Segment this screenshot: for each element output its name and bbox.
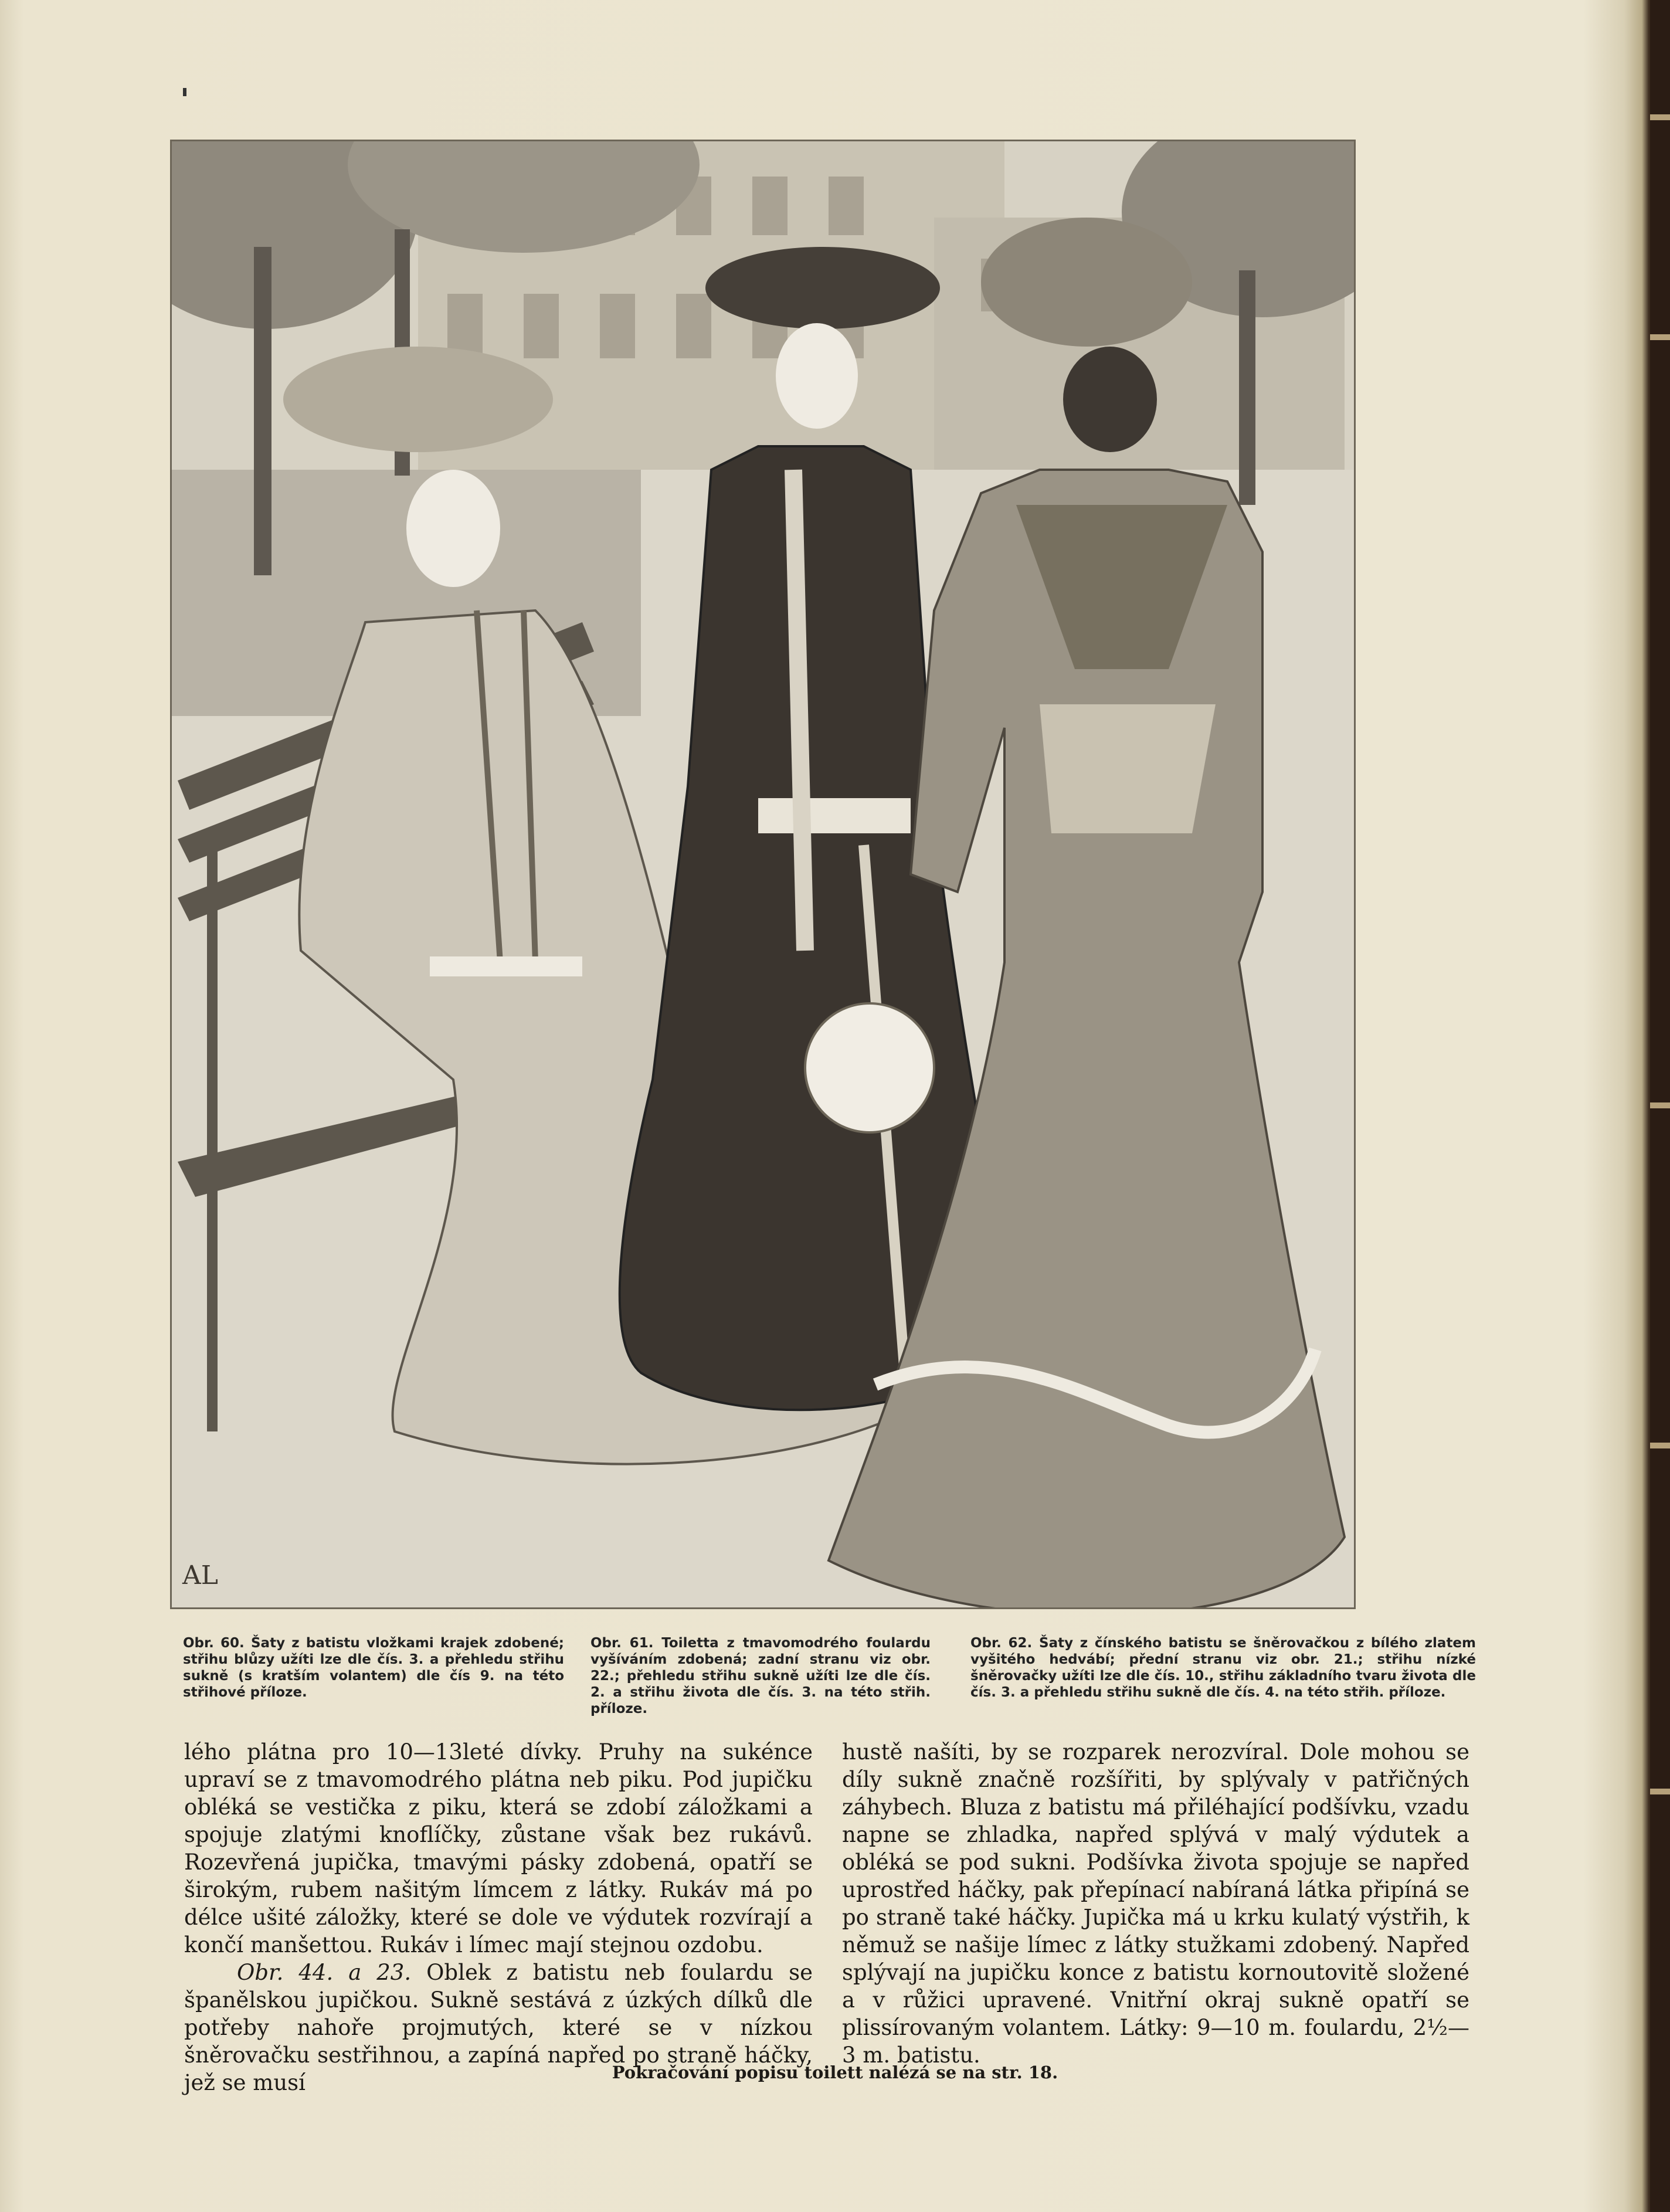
caption-obr-60: Obr. 60. Šaty z batistu vložkami krajek zdobené; střihu blůzy užíti lze dle čís. 3. a přehledu střihu sukně (s kratším volantem) dle čís 9. na této střihové příloze.	[183, 1636, 564, 1700]
edge-mark	[1650, 114, 1670, 120]
body-text-right-column	[842, 1738, 1469, 2069]
edge-mark	[1650, 1789, 1670, 1794]
page-marker	[183, 88, 186, 96]
figure-captions	[176, 1635, 1478, 1723]
figure-reference: Obr. 44. a 23.	[237, 1960, 412, 1985]
body-text-left-column	[184, 1738, 813, 2096]
caption-obr-61: Obr. 61. Toiletta z tmavomodrého foulardu vyšíváním zdobená; zadní stranu viz obr. 22.; přehledu střihu sukně užíti lze dle čís. 2. a střihu života dle čís. 3. na této střih. příloze.	[590, 1636, 931, 1716]
fashion-illustration	[170, 140, 1356, 1609]
paragraph-text: Oblek z batistu neb foulardu se španělskou jupičkou. Sukně sestává z úzkých dílků dle potřeby nahoře projmutých, které se v nízkou šněrovačku sestřihnou, a zapíná napřed po straně háčky, jež se musí	[184, 1960, 813, 2095]
binding-edge	[1650, 0, 1670, 2212]
paragraph: lého plátna pro 10—13leté dívky. Pruhy na sukénce upraví se z tmavomodrého plátna neb piku. Pod jupičku obléká se vestička z piku, která se zdobí záložkami a spojuje zlatými knoflíčky, zůstane však bez rukávů. Rozevřená jupička, tmavými pásky zdobená, opatří se širokým, rubem našitým límcem z látky. Rukáv má po délce ušité záložky, které se dole ve výdutek rozvírají a končí manšettou. Rukáv i límec mají stejnou ozdobu.	[184, 1739, 813, 1957]
continuation-note: Pokračování popisu toilett nalézá se na str. 18.	[612, 2062, 1058, 2082]
edge-mark	[1650, 334, 1670, 340]
artist-monogram: AL	[182, 1560, 218, 1590]
caption-obr-62: Obr. 62. Šaty z čínského batistu se šněrovačkou z bílého zlatem vyšitého hedvábí; přední stranu viz obr. 21.; střihu nízké šněrovačky užíti lze dle čís. 10., střihu základního tvaru života dle čís. 3. a přehledu střihu sukně dle čís. 4. na této střih. příloze.	[970, 1636, 1476, 1700]
edge-mark	[1650, 1443, 1670, 1448]
paragraph: hustě našíti, by se rozparek nerozvíral. Dole mohou se díly sukně značně rozšířiti, by splývaly v patřičných záhybech. Bluza z batistu má přiléhající podšívku, vzadu napne se zhladka, napřed splývá v malý výdutek a obléká se pod sukni. Podšívka života spojuje se napřed uprostřed háčky, pak přepínací nabíraná látka připíná se po straně také háčky. Jupička má u krku kulatý výstřih, k němuž se našije límec z látky stužkami zdobený. Napřed splývají na jupičku konce z batistu kornoutovitě složené a v růžici upravené. Vnitřní okraj sukně opatří se plissírovaným volantem. Látky: 9—10 m. foulardu, 2½—3 m. batistu.	[842, 1739, 1469, 2068]
fashion-plate-drawing	[172, 141, 1354, 1607]
edge-mark	[1650, 1102, 1670, 1108]
